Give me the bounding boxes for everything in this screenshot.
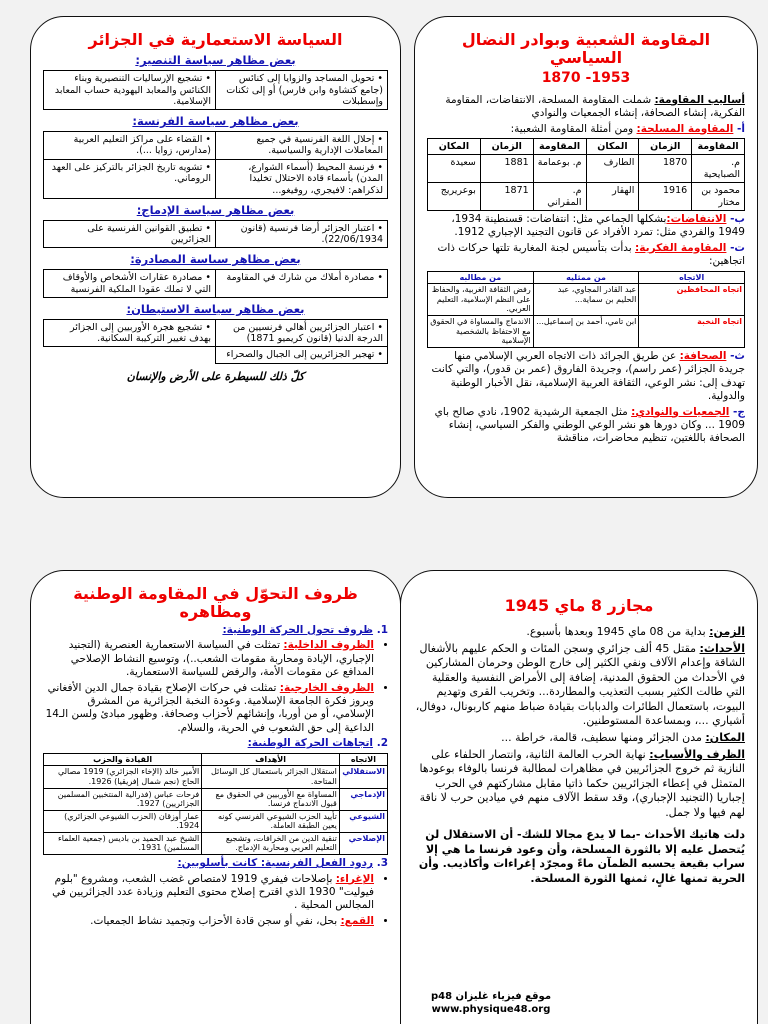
table-cell: عمار أوزقان (الحزب الشيوعي الجزائري) 1924. [44,810,202,832]
item-title: الجمعيات والنوادي: [631,405,730,418]
item-text: مثل الجمعية الرشيدية 1902، نادي صالح باي 1909 ... وكان دورها هو نشر الوعي الوطني والفكر السياسي، إنشاء الصحافة باللغتين، تنظيم محاضرات، مناقشة [434,405,745,445]
table-cell: • إحلال اللغة الفرنسية في جميع المعاملات الإدارية والسياسية. [216,132,388,160]
table-cell: فرحات عباس (فدرالية المنتخبين المسلمين الجزائريين) 1927. [44,788,202,810]
table-row [44,159,388,198]
trends-table [427,271,745,348]
column-header: الأهداف [202,753,340,766]
table-cell: 1881 [480,155,533,183]
table-cell: • تحويل المساجد والزوايا إلى كنائس (جامع كتشاوة وابن فارس) أو إلى ثكنات وإسطبلات [216,71,388,110]
table-cell: ابن تامي، أحمد بن إسماعيل... [533,316,639,348]
table-cell: الإصلاحي [339,832,387,854]
table-row [428,183,745,211]
table-cell: محمود بن مختار [692,183,745,211]
table-cell: اتجاه النخبة [639,316,745,348]
policy-table [43,70,388,110]
table-row [44,832,388,854]
table-cell: اتجاه المحافظين [639,284,745,316]
table-row [428,316,745,348]
column-header: من مطالبه [428,271,534,284]
item-title: الصحافة: [679,349,727,362]
policy-table [43,319,388,364]
item-title: المقاومة المسلحة: [636,122,734,135]
column-header: الزمان [639,139,692,155]
may-1945-card [400,570,758,1024]
section-number: 1. [376,623,388,636]
associations-paragraph [427,406,745,446]
column-header: الاتجاه [339,753,387,766]
column-header: المكان [586,139,639,155]
policy-sections [43,53,388,363]
table-cell: عبد القادر المجاوي، عبد الحليم بن سماية... [533,284,639,316]
table-cell: تنقية الدين من الخرافات، وتشجيع التعليم العربي ومحاربة الإدماج. [202,832,340,854]
table-cell: الشيخ عبد الحميد بن باديس (جمعية العلماء المسلمين) 1931. [44,832,202,854]
table-cell: الهقار [586,183,639,211]
table-cell: 1870 [639,155,692,183]
table-cell: الاستقلالي [339,766,387,788]
list-item [43,682,374,736]
conclusion-paragraph: دلت هاتيك الأحداث -بما لا يدع مجالا للشك- أن الاستقلال لن يُتحصل عليه إلا بالثورة المسلحة، وأن وعود فرنسا ما هي إلا سراب بقيعة يحسبه الظمآن ماءً ومجرّد إغراءات وأكاذيب. وأن الحرية تمنها غالٍ، ثمنها الثورة المسلحة. [418,828,745,885]
column-header: القيادة والحزب [44,753,202,766]
table-cell: • تشجيع هجرة الأوربيين إلى الجزائر بهدف تغيير التركيبة السكانية. [44,319,216,347]
table-row [44,270,388,298]
item-label: الأحداث: [699,641,745,655]
item-label: المكان: [705,731,745,744]
cause-paragraph [413,748,745,821]
item-text: بإصلاحات فيفري 1919 لامتصاص غضب الشعب، ومشروع "بلوم فيوليت" 1930 الذي اقترح إصلاح محتوى التعليم وزيادة عدد الجزائريين في المجالس المحلية . [52,872,374,912]
card-footer: كلّ ذلك للسيطرة على الأرض والإنسان [126,369,305,383]
site-url[interactable]: www.physique48.org [431,1003,551,1015]
press-paragraph [427,350,745,404]
table-cell: رفض الثقافة الغربية، والحفاظ على النظم الإسلامية، التعليم العربي. [428,284,534,316]
column-header: المكان [428,139,481,155]
item-label: أ- [733,122,745,135]
events-paragraph [413,642,745,729]
section-heading: بعض مظاهر سياسة المصادرة: [130,252,301,267]
item-label: الظروف الخارجية: [279,681,374,694]
item-label: ج- [729,405,745,418]
table-row [44,347,388,363]
section-heading [43,737,388,750]
item-text: بشكلها الجماعي مثل: انتفاضات: قسنطينة 1934، 1949 والفردي مثل: تمرد الأفراد عن قانون التجنيد الإجباري 1912. [451,212,745,239]
table-cell: • مصادرة عقارات الأشخاص والأوقاف التي لا تملك عقودا الملكية الفرنسية [44,270,216,298]
resistance-table [427,138,745,211]
section-heading: بعض مظاهر سياسة الإدماج: [136,202,295,217]
section-heading [43,857,388,870]
item-title: الانتفاضات: [666,212,727,225]
table-cell: • فرنسة المحيط (أسماء الشوارع، المدن) بأسماء قادة الاحتلال تخليدا لذكراهم: لافيجري، روفيغو... [216,159,388,198]
table-cell: • تشويه تاريخ الجزائر بالتركيز على العهد الروماني. [44,159,216,198]
policy-table [43,269,388,298]
policy-table [43,131,388,199]
table-cell: 1871 [480,183,533,211]
table-cell: سعيدة [428,155,481,183]
item-label: ث- [726,349,745,362]
methods-text: شملت المقاومة المسلحة، الانتفاضات، المقاومة الفكرية، إنشاء الصحافة، إنشاء الجمعيات والنوادي [445,93,745,120]
section-number: 2. [376,737,388,750]
table-cell: • تهجير الجزائريين إلى الجبال والصحراء [216,347,388,363]
methods-label: أساليب المقاومة: [654,93,745,106]
armed-resistance-paragraph [427,123,745,136]
item-label: الإغراء: [335,872,374,885]
section-heading [43,624,388,637]
table-cell: استقلال الجزائر باستعمال كل الوسائل المتاحة. [202,766,340,788]
item-text: تمثلت في السياسة الاستعمارية العنصرية (التجنيد الإجباري، الإبادة ومحاربة مقومات الشعب..)، وتوسيع النشاط الإصلاحي المدافع عن مقومات الأمة، والرفض للسياسة الاستعمارية. [68,639,374,679]
national-trends-table [43,753,388,855]
table-row [428,155,745,183]
column-header: المقاومة [692,139,745,155]
table-cell: 1916 [639,183,692,211]
item-label: الظرف والأسباب: [649,747,745,761]
table-cell: • مصادرة أملاك من شارك في المقاومة [216,270,388,298]
table-cell: المساواة مع الأوربيين في الحقوق مع قبول الاندماج فرنسا. [202,788,340,810]
list-item [43,915,374,928]
item-text: بدأت بتأسيس لجنة المغاربة تلتها حركات ذات اتجاهين: [437,241,745,268]
table-row [44,319,388,347]
policy-table [43,220,388,249]
card-title: السياسة الاستعمارية في الجزائر [88,30,343,49]
section-number: 3. [376,857,388,870]
section-heading: بعض مظاهر سياسة الفرنسة: [132,114,299,129]
item-label: ت- [726,241,745,254]
list-item [43,639,374,679]
table-cell: تأييد الحزب الشيوعي الفرنسي كونه يعين الطبقة العاملة. [202,810,340,832]
column-header: من ممثليه [533,271,639,284]
table-row [44,810,388,832]
table-row [428,284,745,316]
item-label: الزمن: [709,625,745,639]
conditions-list [43,639,388,735]
section-heading: بعض مظاهر سياسة الاستيطان: [126,301,305,316]
table-cell: الأمير خالد (الإخاء الجزائري) 1919 مصالي الحاج (نجم شمال إفريقيا) 1926. [44,766,202,788]
section-title: ظروف تحول الحركة الوطنية: [222,623,374,636]
table-cell: م. بوعمامة [533,155,586,183]
methods-paragraph [427,94,745,121]
table-row [44,132,388,160]
card-years: 1870 -1953 [541,69,631,86]
table-cell: الطارف [586,155,639,183]
item-text: بحل، نفي أو سجن قادة الأحزاب وتجميد نشاط الجمعيات. [90,914,341,927]
table-cell: • اعتبار الجزائريين أهالي فرنسيين من الدرجة الدنيا (قانون كريميو 1871) [216,319,388,347]
national-movement-card [30,570,401,1024]
reactions-list [43,873,388,929]
item-text: ومن أمثلة المقاومة الشعبية: [510,122,637,135]
table-row [44,220,388,248]
table-cell: الإدماجي [339,788,387,810]
item-label: ب- [726,212,745,225]
intellectual-resistance-paragraph [427,242,745,269]
item-label: القمع: [340,914,374,927]
site-name: موقع فيزياء غليزان p48 [431,990,552,1002]
item-text: مقتل 45 ألف جزائري وسجن المئات و الحكم عليهم بالأشغال الشاقة وإعدام الآلاف ونفي الكثير إلى خارج الوطن وحرمان المشاركين في الأحداث من الحقوق المدنية، إضافة إلى الأمراض النفسية والعقلية التي طالت الكثير بسبب التعذيب والمطاردة... وتخريب القرى وتهديم البيوت، باستعمال الطائرات والدبابات بقيادة ضباط منهم كاربونال، دوفال، أشياري ...، وبمساعدة المستوطنين. [415,641,745,728]
item-text: نهاية الحرب العالمة الثانية، وانتصار الحلفاء على النازية ثم خروج الجزائريين في مظاهرات لمطالبة فرنسا بالوفاء بوعودها المتمثل في إعطاء الجزائريين حكما ذاتيا مقابل مشاركتهم في الحرب إجباريا (التجنيد الإجباري)، وقد سقط الآلاف منهم في ميادين حرب لا ناقة لهم فيها ولا جمل. [419,747,745,819]
time-paragraph [413,625,745,640]
column-header: المقاومة [533,139,586,155]
item-text: مدن الجزائر ومنها سطيف، قالمة، خراطة ... [501,731,706,744]
section-title: ردود الفعل الفرنسية: كانت بأسلوبين: [177,857,374,870]
table-cell: • تشجيع الإرساليات التنصيرية وبناء الكنائس والمعابد اليهودية حساب المعابد الإسلامية. [44,71,216,110]
popular-resistance-card [414,16,758,498]
table-cell [44,347,216,363]
colonial-policy-card [30,16,401,498]
site-credit [431,990,551,1016]
item-text: تمثلت في حركات الإصلاح بقيادة جمال الدين الأفغاني وبروز فكرة الجامعة الإسلامية. وعودة النخبة الجزائرية من المشرق الإسلامي، أو من أوربا، وإنشائهم لأحزاب وصحافة. وظهور مبادئ ولسن الـ14 الداعية إلى حق الشعوب في الحرية، والسلام. [45,681,374,734]
section-title: اتجاهات الحركة الوطنية: [247,737,374,750]
table-cell: • اعتبار الجزائر أرضا فرنسية (قانون 22/06/1934). [216,220,388,248]
table-cell: • القضاء على مراكز التعليم العربية (مدارس، زوايا ...). [44,132,216,160]
table-cell: م. الصبايحية [692,155,745,183]
uprisings-paragraph [427,213,745,240]
table-row [44,788,388,810]
section-heading: بعض مظاهر سياسة التنصير: [135,53,296,68]
table-cell: الشيوعي [339,810,387,832]
table-row [44,766,388,788]
column-header: الزمان [480,139,533,155]
card-title: مجازر 8 ماي 1945 [504,596,654,615]
table-cell: الاندماج والمساواة في الحقوق مع الاحتفاظ بالشخصية الإسلامية [428,316,534,348]
place-paragraph [413,731,745,746]
column-header: الاتجاه [639,271,745,284]
list-item [43,873,374,913]
card-title: ظروف التحوّل في المقاومة الوطنية ومظاهره [73,584,358,622]
table-cell: بوعريريج [428,183,481,211]
item-text: بداية من 08 ماي 1945 وبعدها بأسبوع. [526,625,710,639]
table-row [44,71,388,110]
table-cell: م. المقراني [533,183,586,211]
item-title: المقاومة الفكرية: [635,241,727,254]
table-cell: • تطبيق القوانين الفرنسية على الجزائريين [44,220,216,248]
card-title: المقاومة الشعبية وبوادر النضال السياسي [461,30,711,68]
item-label: الظروف الداخلية: [283,639,374,652]
item-text: عن طريق الجرائد ذات الاتجاه العربي الإسلامي منها جريدة الجزائر (عمر راسم)، وجريدة الفاروق (عمر بن قدور)، والتي كانت تهدف إلى: نشر الوعي، الثقافة العربية الإسلامية، نقل الأخبار الوطنية والدولية. [431,349,745,403]
